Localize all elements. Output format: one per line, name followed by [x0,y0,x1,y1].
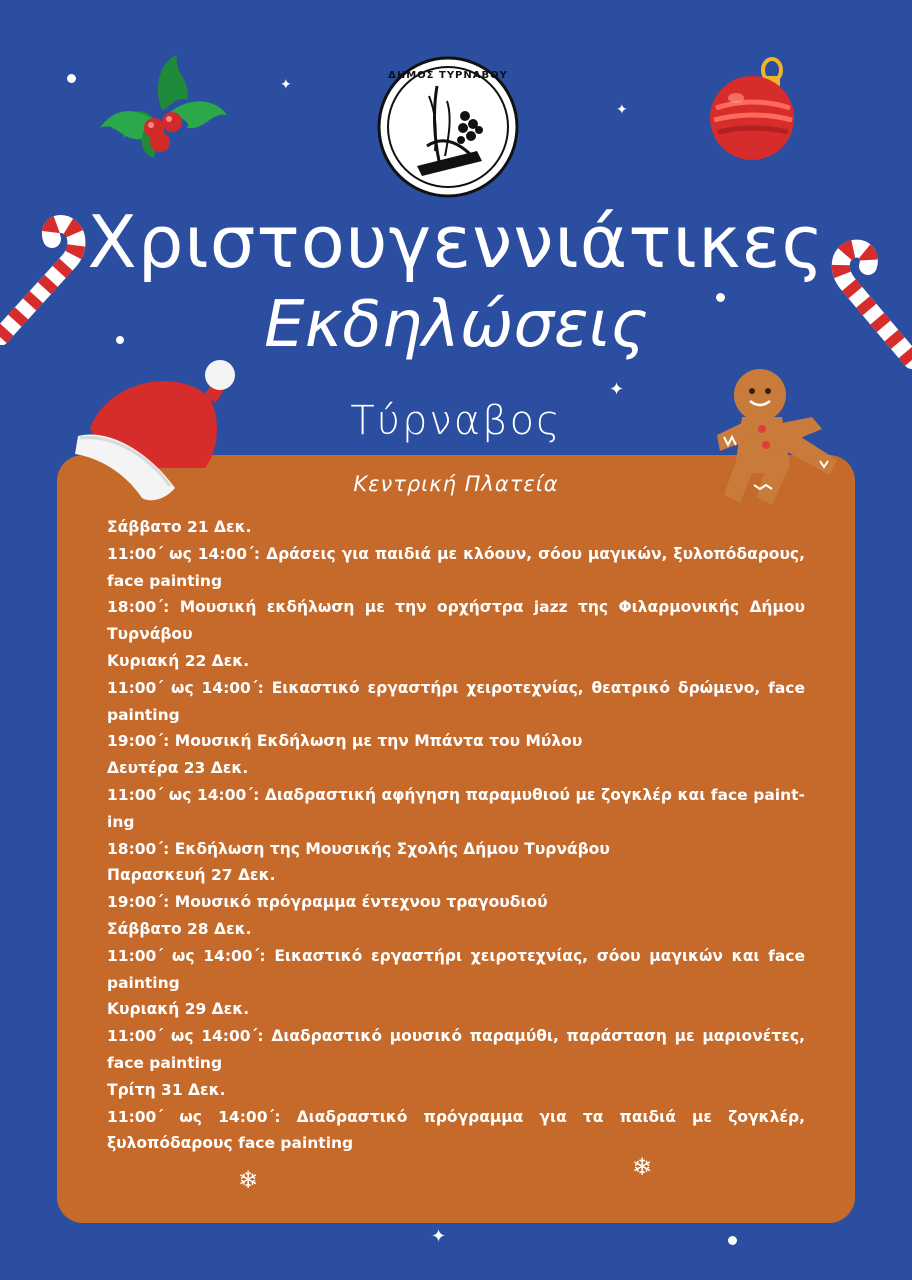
ornament-icon [706,56,798,162]
schedule-line: face painting [107,571,223,590]
schedule-line: face painting [107,1053,223,1072]
sparkle-icon: ✦ [431,1226,447,1247]
schedule-line: 11:00΄ ως 14:00΄: Διαδραστικό μουσικό παραμύθι, παράσταση με μαριονέτες, [107,1027,805,1046]
municipality-logo [377,56,519,198]
schedule-line: 11:00΄ ως 14:00΄: Διαδραστικό πρόγραμμα για τα παιδιά με ζογκλέρ, [107,1107,805,1126]
event-title: Χριστουγεννιάτικες [87,200,825,284]
snowflake-icon: ❄ [632,1153,653,1181]
schedule-line: 11:00΄ ως 14:00΄: Εικαστικό εργαστήρι χειροτεχνίας, θεατρικό δρώμενο, face [107,678,805,697]
schedule-line: 11:00΄ ως 14:00΄: Εικαστικό εργαστήρι χειροτεχνίας, σόου μαγικών και face [107,946,805,965]
schedule-line: Κυριακή 29 Δεκ. [107,1000,250,1019]
schedule-line: 11:00΄ ως 14:00΄: Δράσεις για παιδιά με κλόουν, σόου μαγικών, ξυλοπόδαρους, [107,544,805,563]
star-dot [728,1236,737,1245]
sparkle-icon: ✦ [616,102,628,118]
city-name: Τύρναβος [350,398,562,444]
schedule-line: painting [107,705,180,724]
sparkle-icon: ✦ [609,379,625,400]
schedule-line: Δευτέρα 23 Δεκ. [107,759,249,778]
schedule-line: 11:00΄ ως 14:00΄: Διαδραστική αφήγηση παραμυθιού με ζογκλέρ και face paint- [107,785,805,804]
schedule-list [107,514,805,1157]
logo-text: ΔΗΜΟΣ ΤΥΡΝΑΒΟΥ [388,70,508,81]
schedule-line: 18:00΄: Εκδήλωση της Μουσικής Σχολής Δήμου Τυρνάβου [107,839,610,858]
schedule-line: painting [107,973,180,992]
schedule-line: ξυλοπόδαρους face painting [107,1134,354,1153]
schedule-line: Τρίτη 31 Δεκ. [107,1080,226,1099]
schedule-line: 19:00΄: Μουσική Εκδήλωση με την Μπάντα του Μύλου [107,732,583,751]
schedule-line: 18:00΄: Μουσική εκδήλωση με την ορχήστρα jazz της Φιλαρμονικής Δήμου [107,598,805,617]
star-dot [67,74,76,83]
schedule-line: Σάββατο 21 Δεκ. [107,518,252,536]
schedule-line: Τυρνάβου [107,625,193,644]
schedule-line: Κυριακή 22 Δεκ. [107,651,250,670]
schedule-line: Παρασκευή 27 Δεκ. [107,866,276,885]
snowflake-icon: ❄ [238,1166,259,1194]
holly-icon [92,50,232,160]
event-location: Κεντρική Πλατεία [353,472,559,496]
schedule-line: 19:00΄: Μουσικό πρόγραμμα έντεχνου τραγουδιού [107,893,548,912]
schedule-line: Σάββατο 28 Δεκ. [107,919,252,938]
event-subtitle: Εκδηλώσεις [264,288,648,362]
schedule-line: ing [107,812,135,831]
sparkle-icon: ✦ [280,77,292,93]
